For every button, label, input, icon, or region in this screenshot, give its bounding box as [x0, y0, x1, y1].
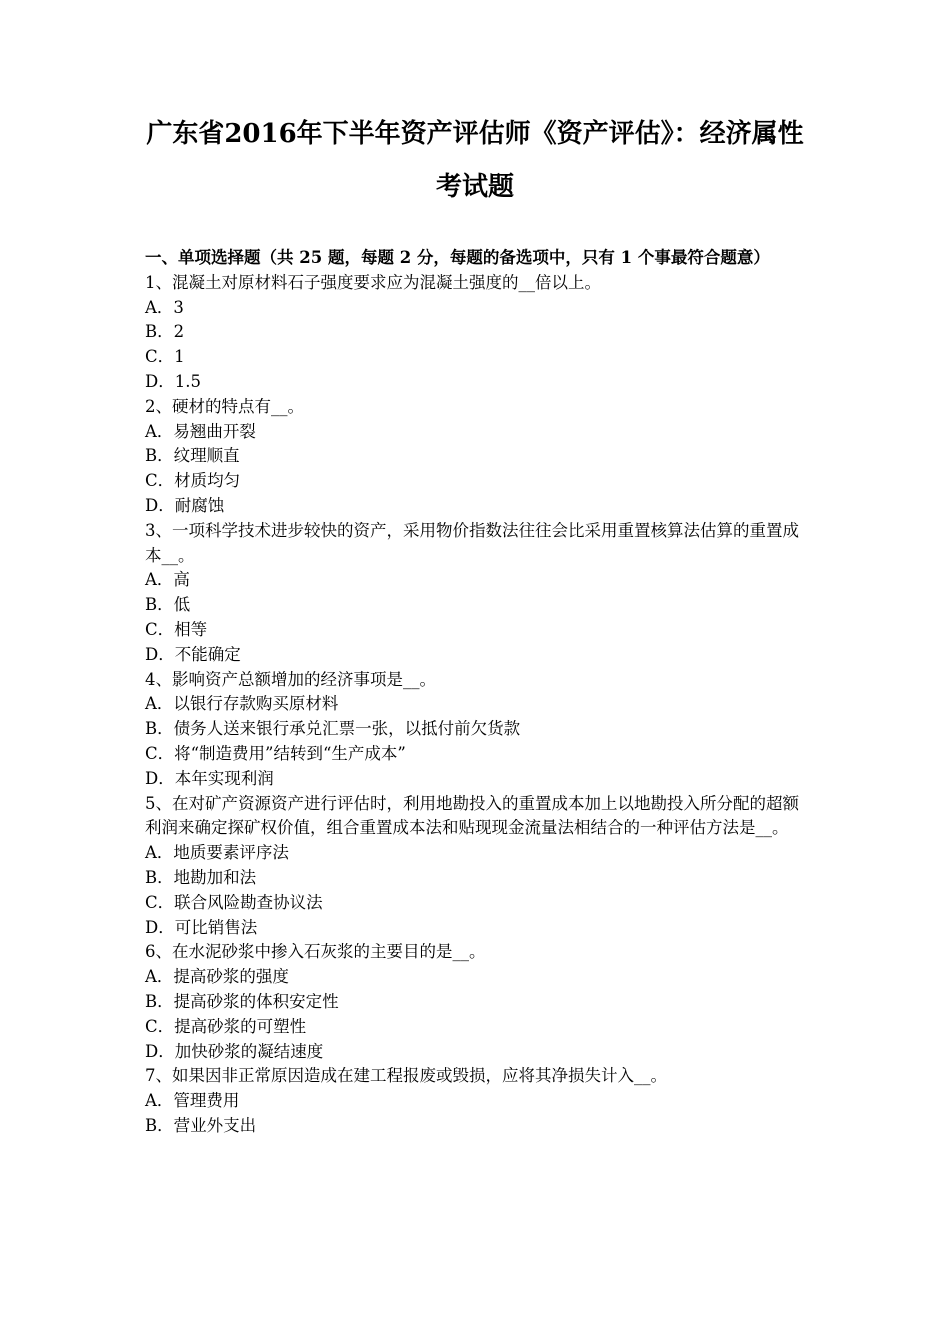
option: A．3 — [145, 297, 184, 317]
exam-content — [145, 246, 810, 1139]
option: D．1.5 — [145, 371, 201, 391]
option: C．联合风险勘查协议法 — [145, 892, 323, 912]
option: B．提高砂浆的体积安定性 — [145, 991, 339, 1011]
option: A．提高砂浆的强度 — [145, 967, 289, 987]
option: B．债务人送来银行承兑汇票一张，以抵付前欠货款 — [145, 719, 521, 739]
question-1 — [145, 271, 810, 395]
question-7 — [145, 1064, 810, 1138]
question-4 — [145, 668, 810, 792]
option: C．1 — [145, 347, 185, 367]
question-5 — [145, 792, 810, 941]
option: B．地勘加和法 — [145, 867, 257, 887]
question-6 — [145, 940, 810, 1064]
question-text: 2、硬材的特点有__。 — [145, 396, 304, 416]
question-3 — [145, 519, 810, 668]
option: D．可比销售法 — [145, 917, 258, 937]
option: B．低 — [145, 595, 191, 615]
document-title-continued: 考试题 — [435, 172, 514, 202]
option: A．易翘曲开裂 — [145, 421, 256, 441]
option: D．本年实现利润 — [145, 768, 274, 788]
option: B．纹理顺直 — [145, 446, 240, 466]
option: B．营业外支出 — [145, 1115, 257, 1135]
question-2 — [145, 395, 810, 519]
question-text: 3、一项科学技术进步较快的资产，采用物价指数法往往会比采用重置核算法估算的重置成本__。 — [145, 520, 799, 565]
option: D．不能确定 — [145, 644, 241, 664]
option: B．2 — [145, 322, 185, 342]
option: C．相等 — [145, 619, 208, 639]
option: A．地质要素评序法 — [145, 843, 289, 863]
option: D．加快砂浆的凝结速度 — [145, 1041, 324, 1061]
option: A．以银行存款购买原材料 — [145, 694, 339, 714]
section-heading: 一、单项选择题（共 25 题，每题 2 分，每题的备选项中，只有 1 个事最符合题意） — [145, 248, 770, 267]
option: A．高 — [145, 570, 190, 590]
question-text: 1、混凝土对原材料石子强度要求应为混凝土强度的__倍以上。 — [145, 272, 601, 292]
option: C．提高砂浆的可塑性 — [145, 1016, 307, 1036]
option: C．将“制造费用”结转到“生产成本” — [145, 743, 406, 763]
option: D．耐腐蚀 — [145, 495, 225, 515]
question-text: 4、影响资产总额增加的经济事项是__。 — [145, 669, 436, 689]
question-text: 6、在水泥砂浆中掺入石灰浆的主要目的是__。 — [145, 942, 486, 962]
option: A．管理费用 — [145, 1091, 240, 1111]
option: C．材质均匀 — [145, 471, 241, 491]
question-text: 5、在对矿产资源资产进行评估时，利用地勘投入的重置成本加上以地勘投入所分配的超额利润来确定探矿权价值，组合重置成本法和贴现现金流量法相结合的一种评估方法是__。 — [145, 793, 799, 838]
document-title: 广东省2016年下半年资产评估师《资产评估》：经济属性 — [146, 119, 804, 149]
question-text: 7、如果因非正常原因造成在建工程报废或毁损，应将其净损失计入__。 — [145, 1066, 667, 1086]
